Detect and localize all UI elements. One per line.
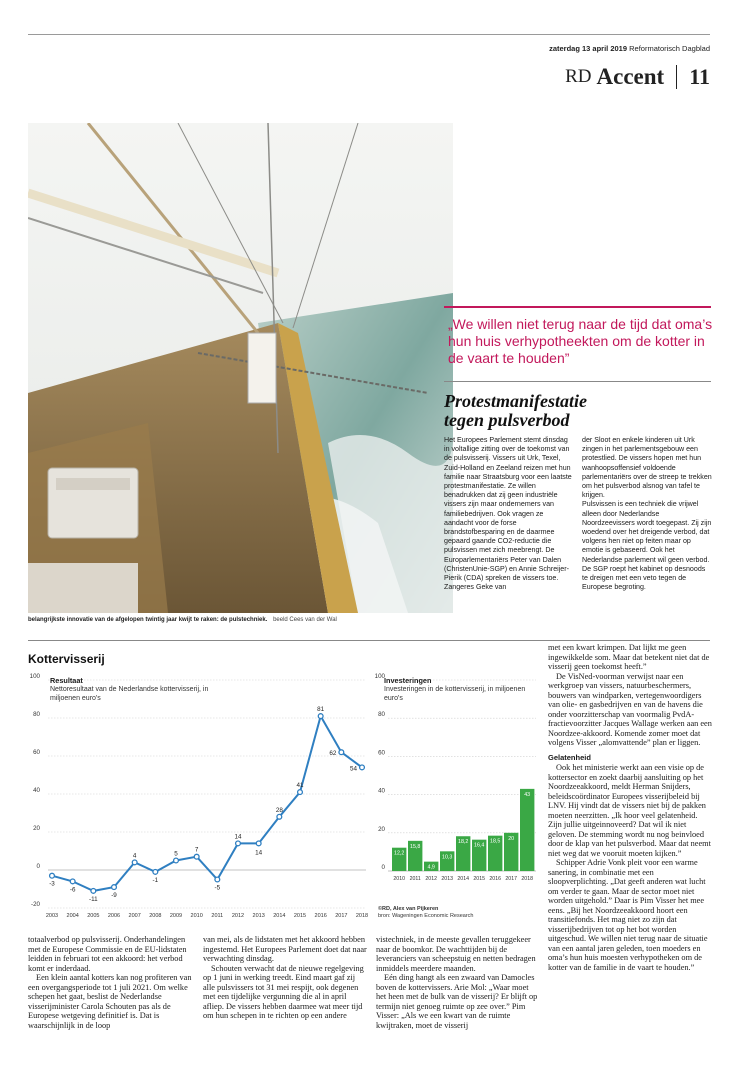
data-label: -1: [152, 876, 159, 884]
data-point: [215, 877, 220, 882]
body-paragraph: totaalverbod op pulsvisserij. Onderhandelingen met de Europese Commissie en de EU-lidstaten leidden in februari tot een akkoord: het verbod komt er inderdaad.: [28, 935, 187, 973]
data-point: [339, 750, 344, 755]
body-paragraph: met een kwart krimpen. Dat lijkt me geen ingewikkelde som. Maar dat betekent niet dat de visserij geen toekomst heeft.”: [548, 643, 710, 671]
body-paragraph: Schipper Adrie Vonk pleit voor een warme sanering, in combinatie met een sloopverplichting. „Dat geeft anderen wat lucht om verder te gaan. Maar de sector moet niet worden uitgehold.” Daar is Pim Visser het mee eens. „Bij het Noordzeeakkoord hoort een transitiefonds. Het mag niet zo zijn dat visserijbedrijven tot op het bot worden uitgeschud. We willen niet terug naar de situatie van een aantal jaren geleden, toen moeders en oma’s hun huis moesten verhypotheken om de kotter van de familie in de vaart te houden.”: [548, 858, 708, 972]
data-label: -11: [89, 895, 98, 903]
fishing-boat-photo: [28, 123, 453, 613]
data-label: 7: [194, 846, 199, 854]
boat-deck-illustration: [28, 123, 453, 613]
bar-chart-title: Investeringen: [384, 676, 432, 685]
x-tick-label: 2015: [293, 913, 307, 918]
top-rule: [28, 34, 710, 35]
section-prefix: RD: [565, 66, 592, 87]
x-tick-label: 2017: [335, 913, 348, 918]
y-tick-label: 40: [33, 787, 40, 794]
body-paragraph: Schouten verwacht dat de nieuwe regelgeving op 1 juni in werking treedt. Eind maart gaf zij alle pulsvissers tot 31 mei respijt, ook degenen met een tijdelijke vergunning die al in april afliep. De vissers hebben daarmee wat meer tijd om hun schepen in te richten op een andere: [203, 963, 364, 1020]
x-tick-label: 2003: [45, 913, 59, 918]
body-paragraph: Ook het ministerie werkt aan een visie op de kottersector en zoekt daarbij aansluiting op het Noordzeeakkoord, meldt Herman Snijders, beleidscoördinator Europees visserijbeleid bij LNV. Hij vindt dat de vissers niet bij de pakken moeten neerzitten. „Ik hoor veel gelatenheid. Zijn jullie uitgeinnoveerd? Dat wil ik niet geloven. De stemming wordt nu nog beinvloed door de klap van het pulsverbod. Maar dat neemt niet weg dat we vooruit moeten kijken.”: [548, 763, 711, 858]
x-tick-label: 2011: [409, 876, 421, 882]
bar-value-label: 43: [524, 791, 531, 798]
x-tick-label: 2009: [169, 913, 183, 918]
section-masthead: [565, 64, 710, 90]
data-point: [50, 873, 55, 878]
section-name: Accent: [596, 64, 665, 89]
caption-text: belangrijkste innovatie van de afgelopen twintig jaar kwijt te raken: de pulstechniek.: [28, 617, 268, 623]
article-column-2: [582, 436, 712, 592]
chart-source: [378, 906, 474, 920]
bar: [520, 789, 534, 871]
charts-canvas: [28, 668, 543, 918]
data-label: -9: [111, 892, 117, 900]
bar-value-label: 4,9: [427, 864, 435, 871]
masthead-divider: [676, 65, 677, 89]
article-paragraph: Pulsvissen is een techniek die vrijwel alleen door Nederlandse Noordzeevissers wordt toegepast. Zij zijn woedend over het dreigende verbod, dat volgens hen niet op feiten maar op emotie is gebaseerd. Ook het Nederlandse parlement wil geen verbod. De SGP roept het kabinet op desnoods te dreigen met een veto tegen de Europese begroting.: [582, 500, 712, 592]
newspaper-name: Reformatorisch Dagblad: [629, 44, 710, 53]
x-tick-label: 2007: [128, 913, 141, 918]
x-tick-label: 2005: [87, 913, 100, 918]
bar-value-label: 10,3: [442, 854, 453, 861]
y-tick-label: 60: [378, 749, 385, 757]
x-tick-label: 2015: [473, 876, 485, 882]
x-tick-label: 2014: [457, 876, 469, 882]
data-label: 14: [234, 833, 242, 841]
data-point: [91, 889, 96, 894]
data-label: 54: [349, 765, 357, 773]
chart-section-title: Kottervisserij: [28, 652, 105, 666]
data-point: [298, 790, 303, 795]
x-tick-label: 2013: [441, 876, 453, 882]
line-series-resultaat: [52, 716, 362, 894]
y-tick-label: 20: [33, 825, 40, 832]
lower-column-2: [203, 935, 367, 1021]
photo-caption: [28, 617, 368, 623]
line-chart-header: [50, 676, 230, 703]
line-chart-title: Resultaat: [50, 676, 83, 685]
pull-quote: „We willen niet terug naar de tijd dat oma’s hun huis verhypotheekten om de kotter in de vaart te houden”: [448, 316, 713, 366]
article-headline: [444, 392, 711, 430]
data-label: 81: [317, 706, 325, 714]
chart-copyright: ©RD, Alex van Pijkeren: [378, 906, 439, 912]
y-tick-label: 80: [378, 711, 385, 719]
x-tick-label: 2004: [66, 913, 79, 918]
x-tick-label: 2018: [521, 876, 533, 882]
x-tick-label: 2017: [505, 876, 517, 882]
x-tick-label: 2013: [252, 913, 265, 918]
data-point: [194, 854, 199, 859]
body-paragraph: van mei, als de lidstaten met het akkoord hebben ingestemd. Het Europees Parlement doet dat naar verwachting dinsdag.: [203, 935, 367, 963]
headline-line-1: Protestmanifestatie: [444, 391, 587, 411]
data-label: -5: [214, 884, 221, 892]
y-tick-label: 80: [33, 711, 40, 718]
data-point: [153, 870, 158, 875]
lower-column-3: [376, 935, 540, 1030]
y-tick-label: 0: [36, 863, 40, 870]
x-tick-label: 2006: [107, 913, 121, 918]
data-label: 4: [132, 852, 137, 860]
article-column-1: [444, 436, 572, 592]
x-tick-label: 2010: [393, 876, 405, 882]
body-paragraph: vistechniek, in de meeste gevallen teruggekeer naar de boomkor. De wachttijden bij de leveranciers van scheepstuig en netten bedragen inmiddels meerdere maanden.: [376, 935, 536, 973]
data-point: [256, 841, 261, 846]
page-number: 11: [689, 64, 710, 89]
data-label: 14: [255, 849, 263, 857]
chart-source-line: bron: Wageningen Economic Research: [378, 913, 474, 919]
data-point: [70, 879, 75, 884]
y-tick-label: 0: [381, 864, 385, 871]
quote-divider: [444, 381, 711, 382]
data-label: -3: [49, 880, 55, 888]
bar-value-label: 18,2: [458, 839, 469, 846]
section-divider: [28, 640, 710, 641]
lower-column-1: [28, 935, 192, 1030]
data-point: [277, 814, 282, 819]
photo-credit: beeld Cees van der Wal: [273, 617, 337, 623]
x-tick-label: 2016: [489, 876, 501, 882]
data-label: 28: [275, 806, 283, 814]
data-label: 41: [296, 782, 304, 790]
line-chart-subtitle: Nettoresultaat van de Nederlandse kottervisserij, in miljoenen euro's: [50, 686, 209, 702]
bar-value-label: 16,4: [474, 842, 485, 849]
x-tick-label: 2012: [425, 876, 437, 882]
data-point: [174, 858, 179, 863]
y-tick-label: 20: [378, 825, 385, 833]
lower-column-4: [548, 643, 712, 972]
x-tick-label: 2008: [149, 913, 162, 918]
y-tick-label: -20: [31, 901, 40, 908]
data-point: [360, 765, 365, 770]
x-tick-label: 2016: [314, 913, 327, 918]
y-tick-label: 40: [378, 787, 385, 795]
data-point: [112, 885, 117, 890]
data-point: [132, 860, 137, 865]
article-paragraph: Het Europees Parlement stemt dinsdag in voltallige zitting over de toekomst van de pulsvisserij. Vissers uit Urk, Texel, Zuid-Holland en Zeeland reizen met hun familie naar Straatsburg voor een laatste protestmanifestatie. Ze willen benadrukken dat zij geen industriële vissers zijn maar ondernemers van familiebedrijven. Ook vragen ze aandacht voor de forse brandstofbesparing en de daarmee gepaard gaande CO2-reductie die pulsvissen met zich meebrengt. De Europarlementariërs Peter van Dalen (ChristenUnie-SGP) en Annie Schreijer-Pierik (CDA) spreken de vissers toe. Zangeres Geke van: [444, 436, 572, 592]
body-paragraph: Een klein aantal kotters kan nog profiteren van een overgangsperiode tot 1 juli 2021. Om welke schepen het gaat, beslist de Nederlandse visserijminister Carola Schouten pas als de Europese wetgeving definitief is. Dat is waarschijnlijk in de loop: [28, 973, 192, 1030]
bar-chart-header: [384, 676, 534, 703]
data-point: [236, 841, 241, 846]
data-label: 62: [329, 750, 337, 758]
x-tick-label: 2012: [231, 913, 245, 918]
y-tick-label: 100: [374, 673, 385, 680]
headline-line-2: tegen pulsverbod: [444, 410, 570, 430]
issue-date: zaterdag 13 april 2019: [549, 44, 628, 53]
data-label: -6: [69, 886, 76, 894]
bar-chart-subtitle: Investeringen in de kottervisserij, in miljoenen euro's: [384, 686, 526, 702]
body-paragraph: Eén ding hangt als een zwaard van Damocles boven de kottervissers. Arie Mol: „Waar moet het heen met de bulk van de visserij? Er blijft op termijn niet genoeg ruimte op zee over.” Pim Visser: „Als we een kwart van de ruimte kwijtraken, moet de visserij: [376, 973, 538, 1030]
x-tick-label: 2011: [211, 913, 224, 918]
data-point: [318, 714, 323, 719]
quote-accent-bar: [444, 306, 711, 308]
y-tick-label: 100: [29, 673, 40, 680]
subheading: Gelatenheid: [548, 752, 591, 762]
bar-value-label: 15,8: [410, 843, 421, 850]
article-paragraph: der Sloot en enkele kinderen uit Urk zingen in het parlementsgebouw een protestlied. De vissers hopen met hun wanhoopsoffensief voldoende parlementariërs over de streep te trekken om het pulsverbod alsnog van tafel te krijgen.: [582, 436, 712, 500]
dateline: [549, 44, 710, 53]
body-paragraph: De VisNed-voorman verwijst naar een werkgroep van vissers, natuurbeschermers, bouwers van windparken, vertegenwoordigers van olie- en gasbedrijven en van de havens die onder voorzitterschap van voormalig PvdA-fractievoorzitter Jacques Wallage werken aan een Noordzee-akkoord. Komende zomer moet dat volgens Visser „alomvattende” plan er liggen.: [548, 671, 712, 747]
x-tick-label: 2010: [190, 913, 203, 918]
y-tick-label: 60: [33, 749, 40, 756]
bar-value-label: 18,5: [490, 838, 501, 845]
x-tick-label: 2018: [355, 913, 369, 918]
bar-value-label: 12,2: [394, 850, 405, 857]
data-label: 5: [174, 850, 178, 858]
bar-value-label: 20: [508, 835, 515, 842]
x-tick-label: 2014: [273, 913, 286, 918]
